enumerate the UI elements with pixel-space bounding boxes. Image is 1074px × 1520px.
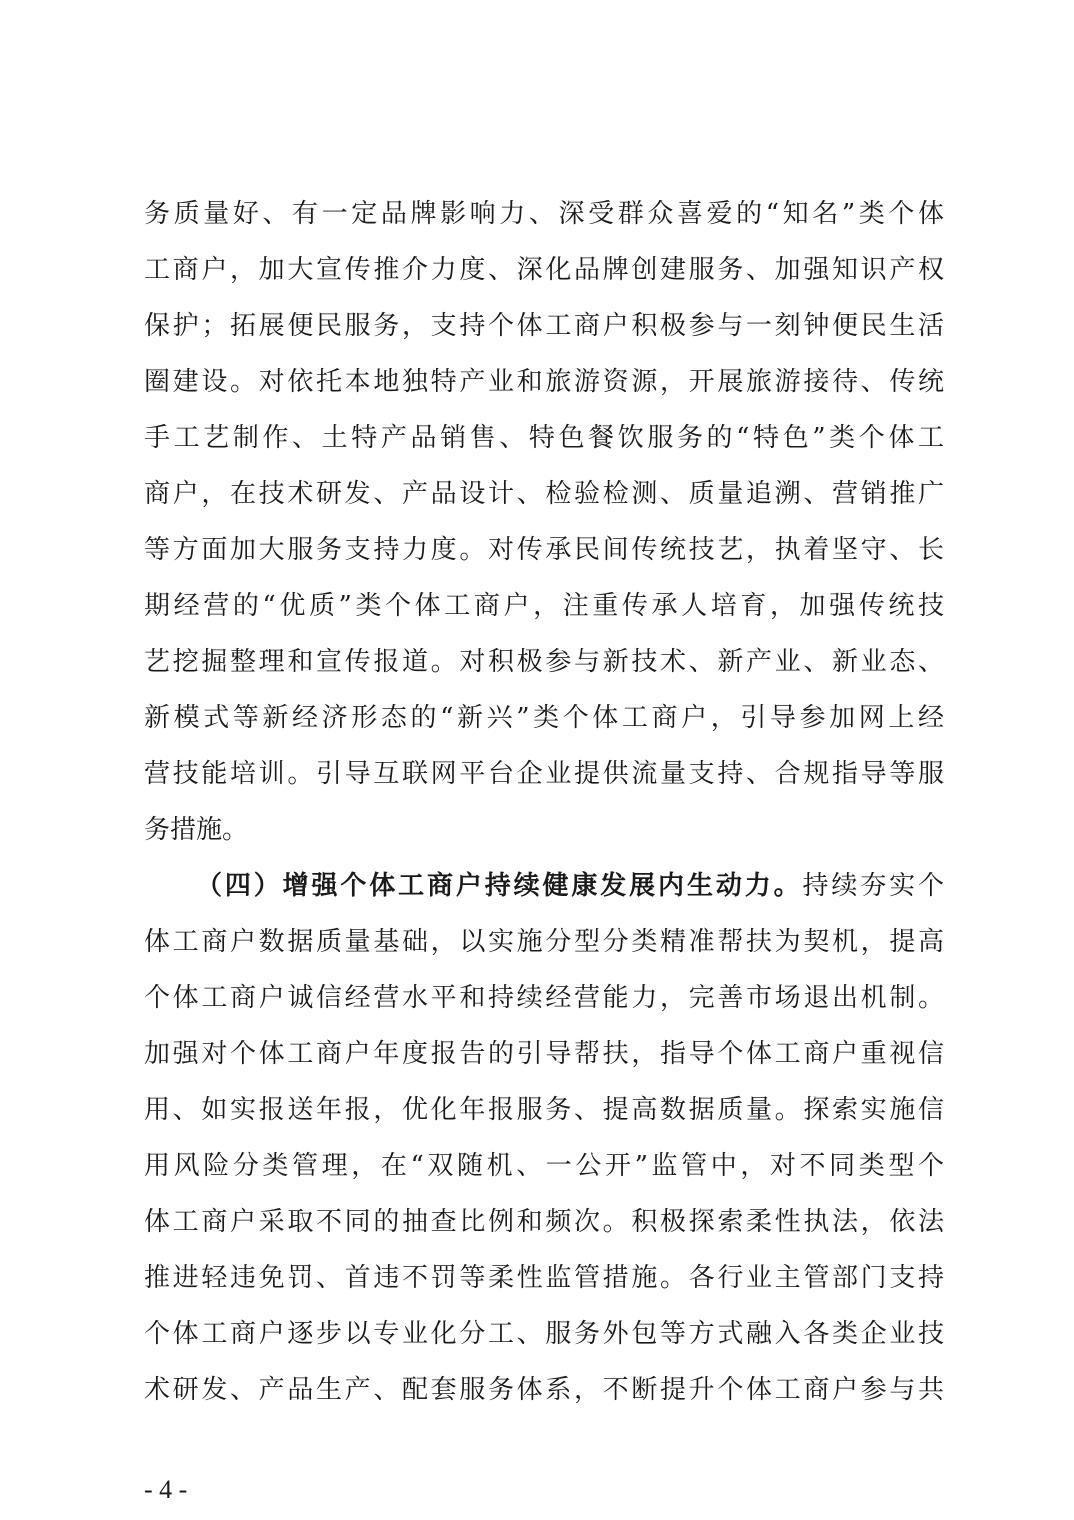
body-line: 工商户，加大宣传推介力度、深化品牌创建服务、加强知识产权: [144, 255, 944, 285]
body-line: 新模式等新经济形态的“新兴”类个体工商户，引导参加网上经: [144, 703, 944, 733]
section-heading-rest: 持续夯实个: [802, 871, 944, 901]
body-line: 个体工商户诚信经营水平和持续经营能力，完善市场退出机制。: [144, 983, 944, 1013]
section-heading-line: [196, 866, 944, 906]
body-line: 务措施。: [144, 815, 249, 845]
body-line: 加强对个体工商户年度报告的引导帮扶，指导个体工商户重视信: [144, 1039, 944, 1069]
body-line: 用、如实报送年报，优化年报服务、提高数据质量。探索实施信: [144, 1095, 944, 1125]
page-number: - 4 -: [144, 1475, 188, 1504]
body-line: 务质量好、有一定品牌影响力、深受群众喜爱的“知名”类个体: [144, 199, 944, 229]
body-line: 推进轻违免罚、首违不罚等柔性监管措施。各行业主管部门支持: [144, 1263, 944, 1293]
body-line: 艺挖掘整理和宣传报道。对积极参与新技术、新产业、新业态、: [144, 647, 944, 677]
body-line: 保护；拓展便民服务，支持个体工商户积极参与一刻钟便民生活: [144, 311, 944, 341]
body-line: 圈建设。对依托本地独特产业和旅游资源，开展旅游接待、传统: [144, 367, 944, 397]
body-line: 术研发、产品生产、配套服务体系，不断提升个体工商户参与共: [144, 1375, 944, 1405]
body-line: 手工艺制作、土特产品销售、特色餐饮服务的“特色”类个体工: [144, 423, 944, 453]
body-line: 体工商户采取不同的抽查比例和频次。积极探索柔性执法，依法: [144, 1207, 944, 1237]
body-line: 用风险分类管理，在“双随机、一公开”监管中，对不同类型个: [144, 1151, 944, 1181]
body-line: 个体工商户逐步以专业化分工、服务外包等方式融入各类企业技: [144, 1319, 944, 1349]
body-line: 商户，在技术研发、产品设计、检验检测、质量追溯、营销推广: [144, 479, 944, 509]
section-heading: （四）增强个体工商户持续健康发展内生动力。: [196, 871, 803, 901]
body-line: 体工商户数据质量基础，以实施分型分类精准帮扶为契机，提高: [144, 927, 944, 957]
body-line: 期经营的“优质”类个体工商户，注重传承人培育，加强传统技: [144, 591, 944, 621]
body-line: 营技能培训。引导互联网平台企业提供流量支持、合规指导等服: [144, 759, 944, 789]
body-line: 等方面加大服务支持力度。对传承民间传统技艺，执着坚守、长: [144, 535, 944, 565]
